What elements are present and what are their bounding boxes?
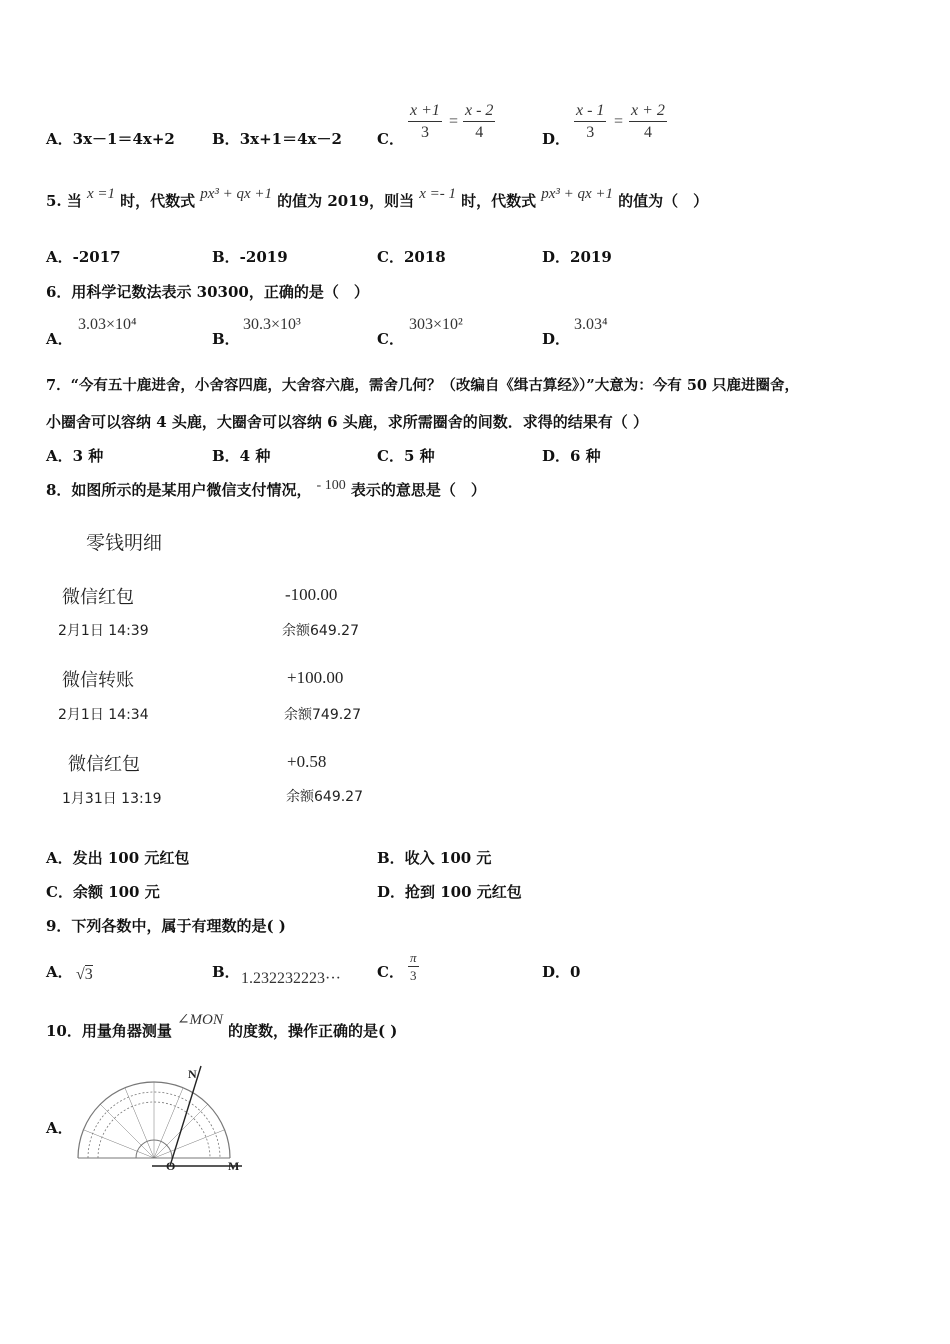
q8-option-c: C．余额 100 元	[46, 883, 160, 901]
q6-option-b-label: B．	[212, 330, 240, 348]
q4-d-left-fraction: $\frac{x - 1}{3}$	[576, 102, 605, 141]
q6-stem: 6．用科学记数法表示 30300，正确的是（ ）	[46, 283, 369, 301]
q7-option-b: B．4 种	[212, 447, 271, 465]
q5-stem: 5. 当 x =1 时，代数式 px³ + qx +1 的值为 2019，则当 x =- 1 时，代数式 px³ + qx +1 的值为（ ）	[46, 186, 709, 210]
record-3-time: 1月31日 13:19	[62, 791, 162, 807]
q8-option-a: A．发出 100 元红包	[46, 849, 190, 867]
q5-option-b: B．-2019	[212, 248, 288, 266]
record-2-name: 微信转账	[62, 670, 134, 691]
record-1-amount: -100.00	[285, 585, 338, 604]
q6-option-a-expr: 3.03×10⁴	[78, 316, 137, 333]
q7-stem-line2: 小圈舍可以容纳 4 头鹿，大圈舍可以容纳 6 头鹿，求所需圈舍的间数．求得的结果有（ ）	[46, 413, 648, 431]
q9-option-d: D．0	[542, 963, 581, 981]
protractor-icon	[78, 1082, 230, 1158]
q6-option-d-expr: 3.03⁴	[574, 316, 608, 333]
q4-d-right-fraction: $\frac{x + 2}{4}$	[631, 102, 665, 141]
q4-c-right-fraction: $\frac{x - 2}{4}$	[465, 102, 494, 141]
q10-option-a-label: A．	[46, 1119, 73, 1137]
record-2-balance: 余额749.27	[284, 707, 361, 723]
q9-option-a-label: A．	[46, 963, 73, 981]
q9-option-c-fraction: $\frac{\pi}{3}$	[410, 950, 417, 983]
q4-option-c-label: C．	[377, 130, 404, 148]
q4-c-left-fraction: $\frac{x +1}{3}$	[410, 102, 440, 141]
q8-stem: 8．如图所示的是某用户微信支付情况， - 100 表示的意思是（ ）	[46, 478, 486, 499]
record-1-name: 微信红包	[62, 587, 134, 608]
q4-option-d-label: D．	[542, 130, 571, 148]
record-2-time: 2月1日 14:34	[58, 707, 149, 723]
q7-stem-line1: 7．“今有五十鹿进舍，小舍容四鹿，大舍容六鹿，需舍几何？（改编自《缉古算经》）”大意为：今有 50 只鹿进圈舍，	[46, 377, 800, 394]
q7-option-c: C．5 种	[377, 447, 435, 465]
q7-option-d: D．6 种	[542, 447, 601, 465]
record-1-time: 2月1日 14:39	[58, 623, 149, 639]
q5-poly-1: px³ + qx +1	[200, 186, 273, 202]
q6-option-c-expr: 303×10²	[409, 316, 463, 333]
q5-option-d: D．2019	[542, 248, 612, 266]
q5-option-c: C．2018	[377, 248, 446, 266]
q9-option-b-expr: 1.232232223···	[241, 970, 341, 987]
q5-poly-2: px³ + qx +1	[541, 186, 613, 202]
q4-option-b: B．3x+1＝4x－2	[212, 130, 342, 148]
q6-option-b-expr: 30.3×10³	[243, 316, 301, 333]
q8-option-b: B．收入 100 元	[377, 849, 492, 867]
q6-option-c-label: C．	[377, 330, 404, 348]
q5-option-a: A．-2017	[46, 248, 121, 266]
record-3-balance: 余额649.27	[286, 789, 363, 805]
q9-option-c-label: C．	[377, 963, 404, 981]
q9-option-a-expr: √3	[76, 966, 93, 983]
record-2-amount: +100.00	[287, 668, 344, 687]
q9-stem: 9．下列各数中，属于有理数的是( )	[46, 917, 286, 935]
record-3-amount: +0.58	[287, 752, 327, 771]
q4-c-equals: =	[449, 113, 459, 130]
record-3-name: 微信红包	[68, 754, 140, 775]
sqrt-icon: √	[76, 966, 85, 983]
q10-stem: 10．用量角器测量 ∠MON 的度数，操作正确的是( )	[46, 1012, 398, 1040]
label-n: N	[188, 1067, 197, 1081]
protractor-figure	[70, 1062, 250, 1182]
q8-option-d: D．抢到 100 元红包	[377, 883, 522, 901]
record-1-balance: 余额649.27	[282, 623, 359, 639]
label-o: O	[166, 1159, 176, 1173]
q6-option-d-label: D．	[542, 330, 571, 348]
q9-option-b-label: B．	[212, 963, 240, 981]
q7-option-a: A．3 种	[46, 447, 104, 465]
wallet-title: 零钱明细	[86, 532, 163, 554]
q4-option-a: A．3x－1＝4x+2	[46, 130, 175, 148]
label-m: M	[228, 1159, 240, 1173]
q4-d-equals: =	[614, 113, 624, 130]
q6-option-a-label: A．	[46, 330, 73, 348]
